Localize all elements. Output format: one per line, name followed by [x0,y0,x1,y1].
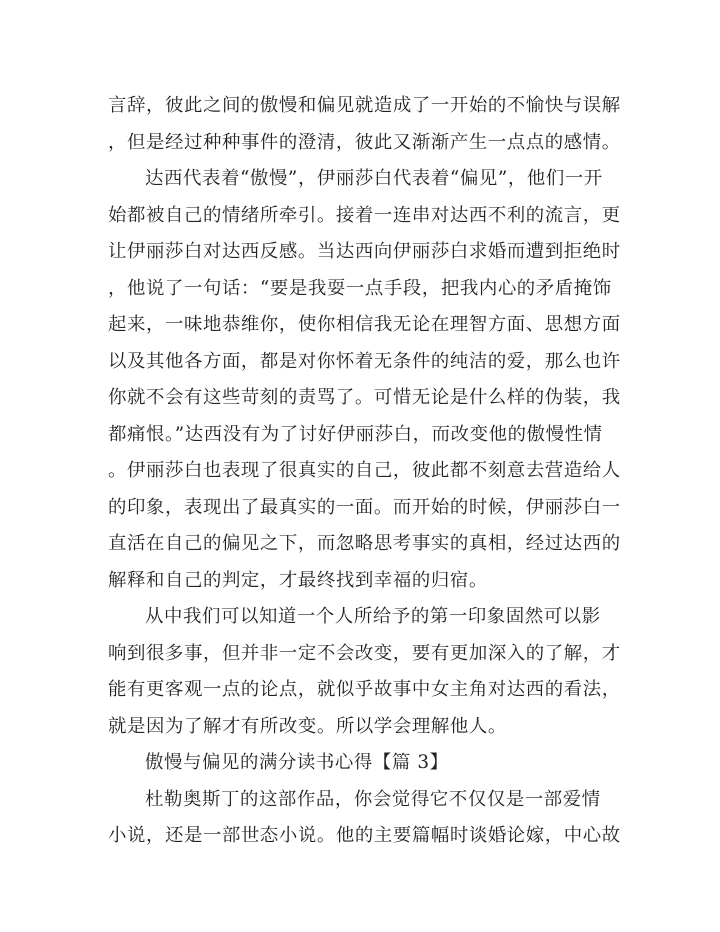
text-line: 能有更客观一点的论点，就似乎故事中女主角对达西的看法， [108,679,621,700]
text-line: 以及其他各方面，都是对你怀着无条件的纯洁的爱，那么也许 [108,350,621,372]
text-line: ，但是经过种种事件的澄清，彼此又渐渐产生一点点的感情。 [108,131,621,153]
section-heading: 傲慢与偏见的满分读书心得【篇 3】 [145,752,449,773]
text-line: 小说，还是一部世态小说。他的主要篇幅时谈婚论嫁，中心故 [108,825,621,846]
text-line: 起来，一味地恭维你，使你相信我无论在理智方面、思想方面 [108,314,621,335]
paragraph-start-line: 杜勒奥斯丁的这部作品，你会觉得它不仅仅是一部爱情 [145,788,601,810]
text-line: ，他说了一句话：“要是我耍一点手段，把我内心的矛盾掩饰 [108,277,612,299]
text-line: 言辞，彼此之间的傲慢和偏见就造成了一开始的不愉快与误解 [108,95,621,116]
text-line: 始都被自己的情绪所牵引。接着一连串对达西不利的流言，更 [108,204,621,226]
text-line: 你就不会有这些苛刻的责骂了。可惜无论是什么样的伪装，我 [108,387,621,408]
document-body [108,88,621,855]
text-line: 都痛恨。”达西没有为了讨好伊丽莎白，而改变他的傲慢性情 [108,423,603,445]
text-line: 的印象，表现出了最真实的一面。而开始的时候，伊丽莎白一 [108,496,621,518]
text-line: 直活在自己的偏见之下，而忽略思考事实的真相，经过达西的 [108,533,621,554]
text-line: 让伊丽莎白对达西反感。当达西向伊丽莎白求婚而遭到拒绝时 [108,241,621,262]
text-line: 解释和自己的判定，才最终找到幸福的归宿。 [108,569,488,591]
text-line: 响到很多事，但并非一定不会改变，要有更加深入的了解，才 [108,642,621,664]
text-line: 。伊丽莎白也表现了很真实的自己，彼此都不刻意去营造给人 [108,460,621,481]
text-line: 就是因为了解才有所改变。所以学会理解他人。 [108,715,507,737]
paragraph-start-line: 达西代表着“傲慢”，伊丽莎白代表着“偏见”，他们一开 [145,168,603,189]
paragraph-start-line: 从中我们可以知道一个人所给予的第一印象固然可以影 [145,606,601,627]
